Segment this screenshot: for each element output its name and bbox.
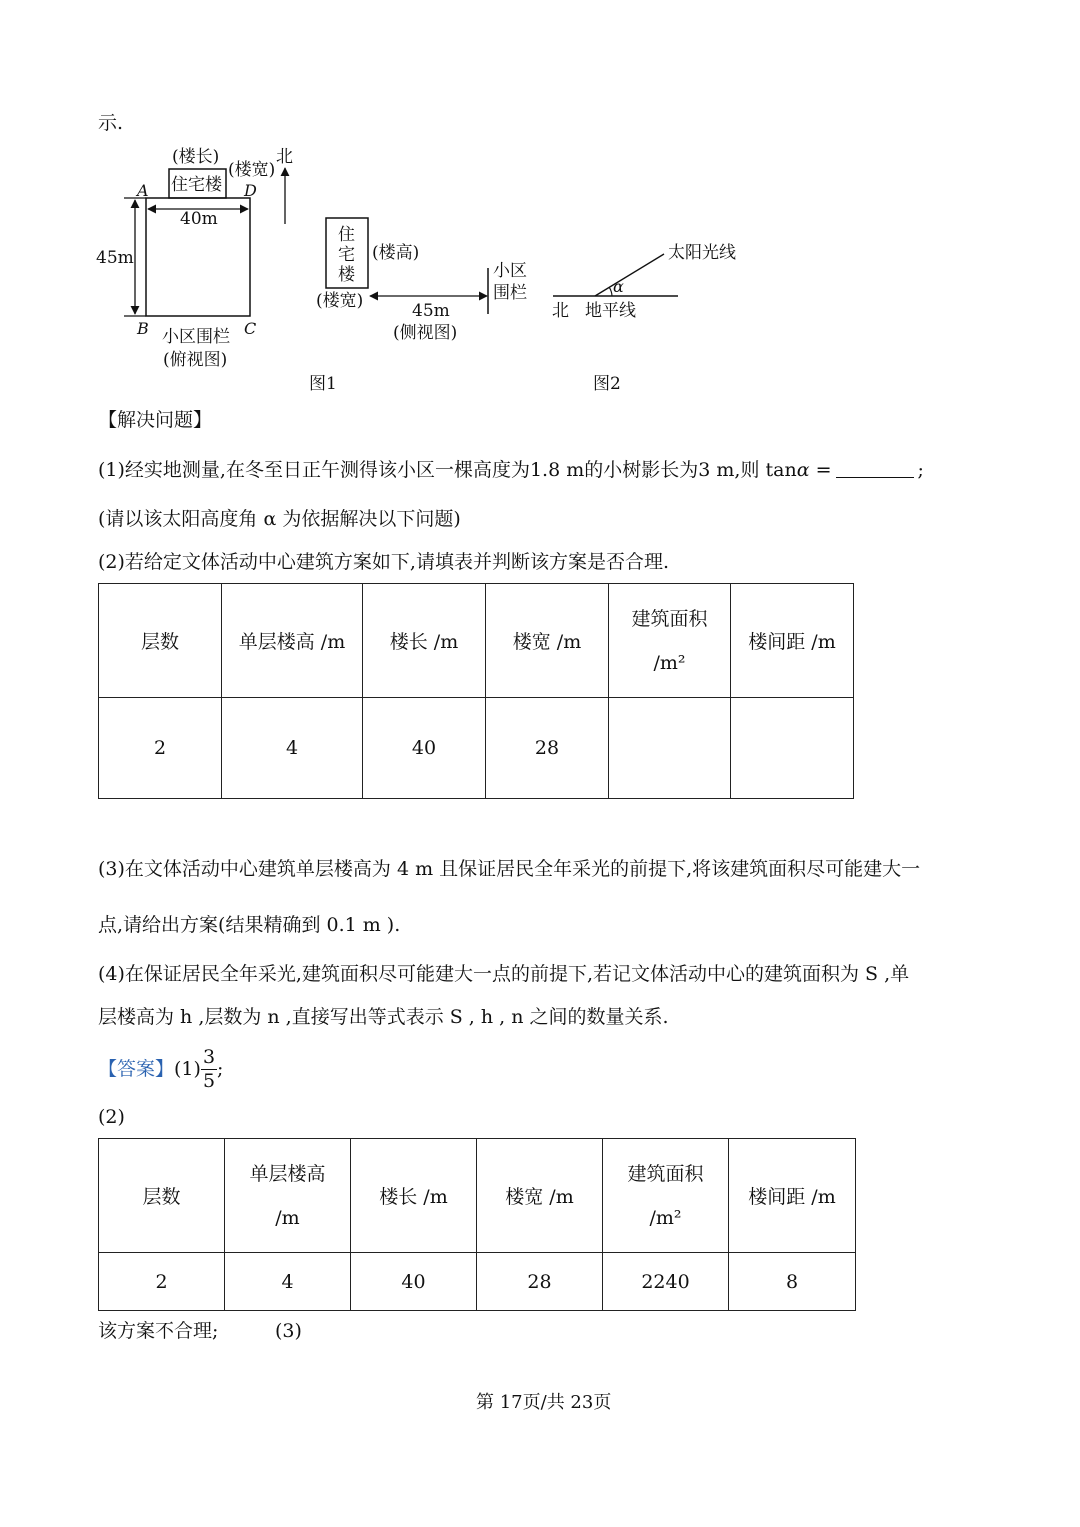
t2-header-width: 楼宽 /m [477,1139,603,1253]
t1-cell-floor-height: 4 [222,698,363,799]
t2-area-label: 建筑面积 [627,1162,704,1185]
t2-area-unit: /m² [649,1206,682,1229]
t2-floor-height-label: 单层楼高 [249,1162,326,1185]
horizon-label: 地平线 [585,301,636,321]
t2-header-length: 楼长 /m [351,1139,477,1253]
t2-cell-length: 40 [351,1253,477,1311]
height-dimension-label: 45m [96,248,134,268]
figure1-caption: 图1 [309,374,337,394]
t1-cell-width: 28 [486,698,609,799]
q1-alpha: α [796,459,810,481]
side-building-char-3: 楼 [338,265,355,285]
side-building-char-2: 宅 [338,245,355,265]
side-view-label: (侧视图) [393,323,458,343]
t1-area-label: 建筑面积 [631,607,708,630]
part3-label: (3) [275,1320,302,1342]
side-fence-line2: 围栏 [493,283,527,303]
width-dimension-label: 40m [180,209,218,229]
answer-part1-label: (1) [174,1057,201,1080]
t2-cell-width: 28 [477,1253,603,1311]
t1-header-length: 楼长 /m [363,584,486,698]
alpha-label: α [613,277,624,296]
conclusion: 该方案不合理; [98,1320,219,1342]
t2-header-spacing: 楼间距 /m [729,1139,856,1253]
fig2-north-label: 北 [552,301,569,321]
side-height-label: (楼高) [372,243,420,263]
q1-end: ; [917,459,924,481]
fraction-denominator: 5 [202,1069,216,1092]
t2-header-floors: 层数 [99,1139,225,1253]
answer-tag: 【答案】 [98,1057,175,1080]
answer-part2-label: (2) [98,1106,125,1128]
fence-label-top: 小区围栏 [162,327,230,347]
t2-cell-spacing: 8 [729,1253,856,1311]
fraction-numerator: 3 [202,1045,216,1068]
t1-cell-area[interactable] [609,698,731,799]
point-b: B [137,319,149,338]
t2-cell-area: 2240 [603,1253,729,1311]
t1-header-floor-height: 单层楼高 /m [222,584,363,698]
answer-fraction [201,1045,217,1092]
q1-prefix: (1)经实地测量,在冬至日正午测得该小区一棵高度为 [98,459,530,481]
t1-cell-length: 40 [363,698,486,799]
q1-answer-blank[interactable] [836,463,914,478]
answer-table [98,1138,856,1311]
q1-shadow: 3 m [698,459,735,481]
t2-header-area [603,1139,729,1253]
point-a: A [137,181,149,200]
t2-floor-height-unit: /m [275,1206,300,1229]
t1-header-width: 楼宽 /m [486,584,609,698]
question-1 [98,461,924,480]
t1-area-unit: /m² [653,651,686,674]
building-width-label: (楼宽) [228,160,276,180]
sun-ray-line [595,254,664,296]
figure2-caption: 图2 [593,374,621,394]
section-heading: 【解决问题】 [98,409,213,431]
answer-part1 [98,1044,223,1094]
building-length-label: (楼长) [172,147,220,167]
answer-part1-end: ; [217,1057,224,1080]
question-3-line2: 点,请给出方案(结果精确到 0.1 m ). [98,914,401,936]
question-3-line1: (3)在文体活动中心建筑单层楼高为 4 m 且保证居民全年采光的前提下,将该建筑面积尽可能建大一 [98,858,921,880]
top-fragment: 示. [98,112,124,134]
alpha-note: (请以该太阳高度角 α 为依据解决以下问题) [98,508,461,530]
t1-cell-floors: 2 [99,698,222,799]
page-footer: 第 17页/共 23页 [476,1392,612,1413]
t2-cell-floor-height: 4 [225,1253,351,1311]
sun-ray-label: 太阳光线 [668,243,736,263]
t1-cell-spacing[interactable] [731,698,854,799]
t1-header-floors: 层数 [99,584,222,698]
top-view-label: (俯视图) [163,350,228,370]
t1-header-spacing: 楼间距 /m [731,584,854,698]
point-d: D [244,181,257,200]
q1-suffix: ,则 tan [734,459,797,481]
side-width-label: (楼宽) [316,291,364,311]
north-label: 北 [276,147,293,167]
side-fence-line1: 小区 [493,261,527,281]
question-4-line2: 层楼高为 h ,层数为 n ,直接写出等式表示 S , h , n 之间的数量关系. [98,1006,669,1028]
proposal-table [98,583,854,799]
q1-equals: = [815,459,832,481]
question-4-line1: (4)在保证居民全年采光,建筑面积尽可能建大一点的前提下,若记文体活动中心的建筑面积为 S ,单 [98,963,910,985]
building-label-top: 住宅楼 [171,175,222,195]
q1-height: 1.8 m [529,459,585,481]
side-building-char-1: 住 [338,225,355,245]
alpha-arc [609,287,612,296]
point-c: C [244,319,257,338]
t2-cell-floors: 2 [99,1253,225,1311]
figure-diagrams [0,140,1080,400]
side-distance-label: 45m [412,301,450,321]
t2-header-floor-height [225,1139,351,1253]
t1-header-area [609,584,731,698]
q1-middle: 的小树影长为 [584,459,699,481]
question-2: (2)若给定文体活动中心建筑方案如下,请填表并判断该方案是否合理. [98,551,669,573]
